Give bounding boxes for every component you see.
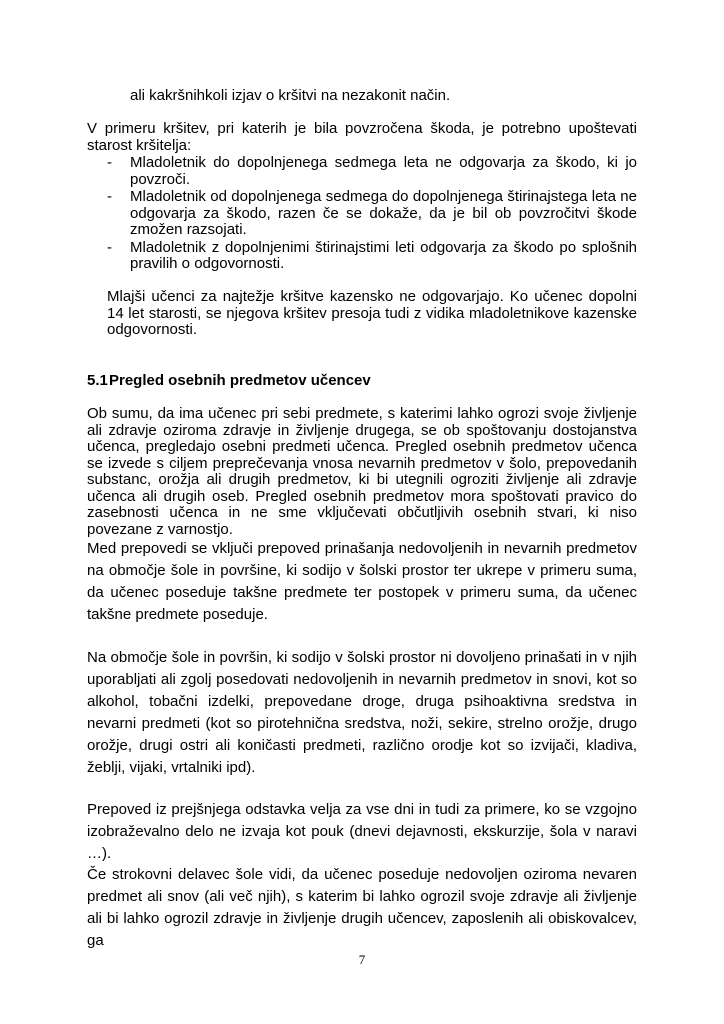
section-number: 5.1 xyxy=(87,372,108,389)
continued-list-line: ali kakršnihkoli izjav o kršitvi na nezakonit način. xyxy=(130,87,451,104)
list-dash: - xyxy=(107,238,112,256)
paragraph: Če strokovni delavec šole vidi, da učenec poseduje nedovoljen oziroma nevaren predmet ali snov (ali več njih), s katerim bi lahko ogrozil svoje zdravje ali življenje ali bi lahko ogrozil zdravje in življenje drugih učencev, zaposlenih ali obiskovalcev, ga xyxy=(87,866,637,949)
intro-paragraph: V primeru kršitev, pri katerih je bila povzročena škoda, je potrebno upoštevati starost kršitelja: xyxy=(87,120,637,154)
list-item-text: Mladoletnik od dopolnjenega sedmega do dopolnjenega štirinajstega leta ne odgovarja za škodo, razen če se dokaže, da je bil ob povzročitvi škode zmožen razsojati. xyxy=(130,188,637,238)
list-dash: - xyxy=(107,188,112,205)
minor-liability-note: Mlajši učenci za najtežje kršitve kazensko ne odgovarjajo. Ko učenec dopolni 14 let starosti, se njegova kršitev presoja tudi z vidika mladoletnikove kazenske odgovornosti. xyxy=(107,288,637,338)
list-item xyxy=(87,189,637,239)
age-liability-list xyxy=(87,155,637,274)
list-item-text: Mladoletnik do dopolnjenega sedmega leta ne odgovarja za škodo, ki jo povzroči. xyxy=(130,154,637,188)
paragraph: Prepoved iz prejšnjega odstavka velja za vse dni in tudi za primere, ko se vzgojno izobraževalno delo ne izvaja kot pouk (dnevi dejavnosti, ekskurzije, šola v naravi …). xyxy=(87,801,637,862)
paragraph: Na območje šole in površin, ki sodijo v šolski prostor ni dovoljeno prinašati in v njih uporabljati ali zgolj posedovati nedovoljenih in nevarnih predmetov in snovi, kot so alkohol, tobačni izdelki, prepovedane droge, druga psihoaktivna sredstva in nevarni predmeti (kot so pirotehnična sredstva, noži, sekire, strelno orožje, drugo orožje, drugi ostri ali koničasti predmeti, različno orodje kot so izvijači, kladiva, žeblji, vijaki, vrtalniki ipd). xyxy=(87,649,637,776)
paragraph: Med prepovedi se vključi prepoved prinašanja nedovoljenih in nevarnih predmetov na območje šole in površine, ki sodijo v šolski prostor ter ukrepe v primeru suma, da učenec poseduje takšne predmete ter postopek v primeru suma, da učenec takšne predmete poseduje. xyxy=(87,540,637,623)
section-heading xyxy=(87,372,637,390)
page-number: 7 xyxy=(358,952,366,967)
list-item xyxy=(87,155,637,188)
list-item xyxy=(87,240,637,273)
list-item-text: Mladoletnik z dopolnjenimi štirinajstimi leti odgovarja za škodo po splošnih pravilih o odgovornosti. xyxy=(130,238,637,272)
list-dash: - xyxy=(107,154,112,171)
paragraph: Ob sumu, da ima učenec pri sebi predmete, s katerimi lahko ogrozi svoje življenje ali zdravje oziroma zdravje in življenje drugega, se ob spoštovanju dostojanstva učenca, pregledajo osebni predmeti učenca. Pregled osebnih predmetov učenca se izvede s ciljem preprečevanja vnosa nevarnih predmetov v šolo, prepovedanih substanc, orožja ali drugih predmetov, ki bi utegnili ogroziti življenje ali zdravje učenca ali drugih oseb. Pregled osebnih predmetov mora spoštovati pravico do zasebnosti učenca in ne sme vključevati občutljivih osebnih stvari, ki niso povezane z varnostjo. xyxy=(87,405,637,538)
section-title: Pregled osebnih predmetov učencev xyxy=(109,372,371,389)
